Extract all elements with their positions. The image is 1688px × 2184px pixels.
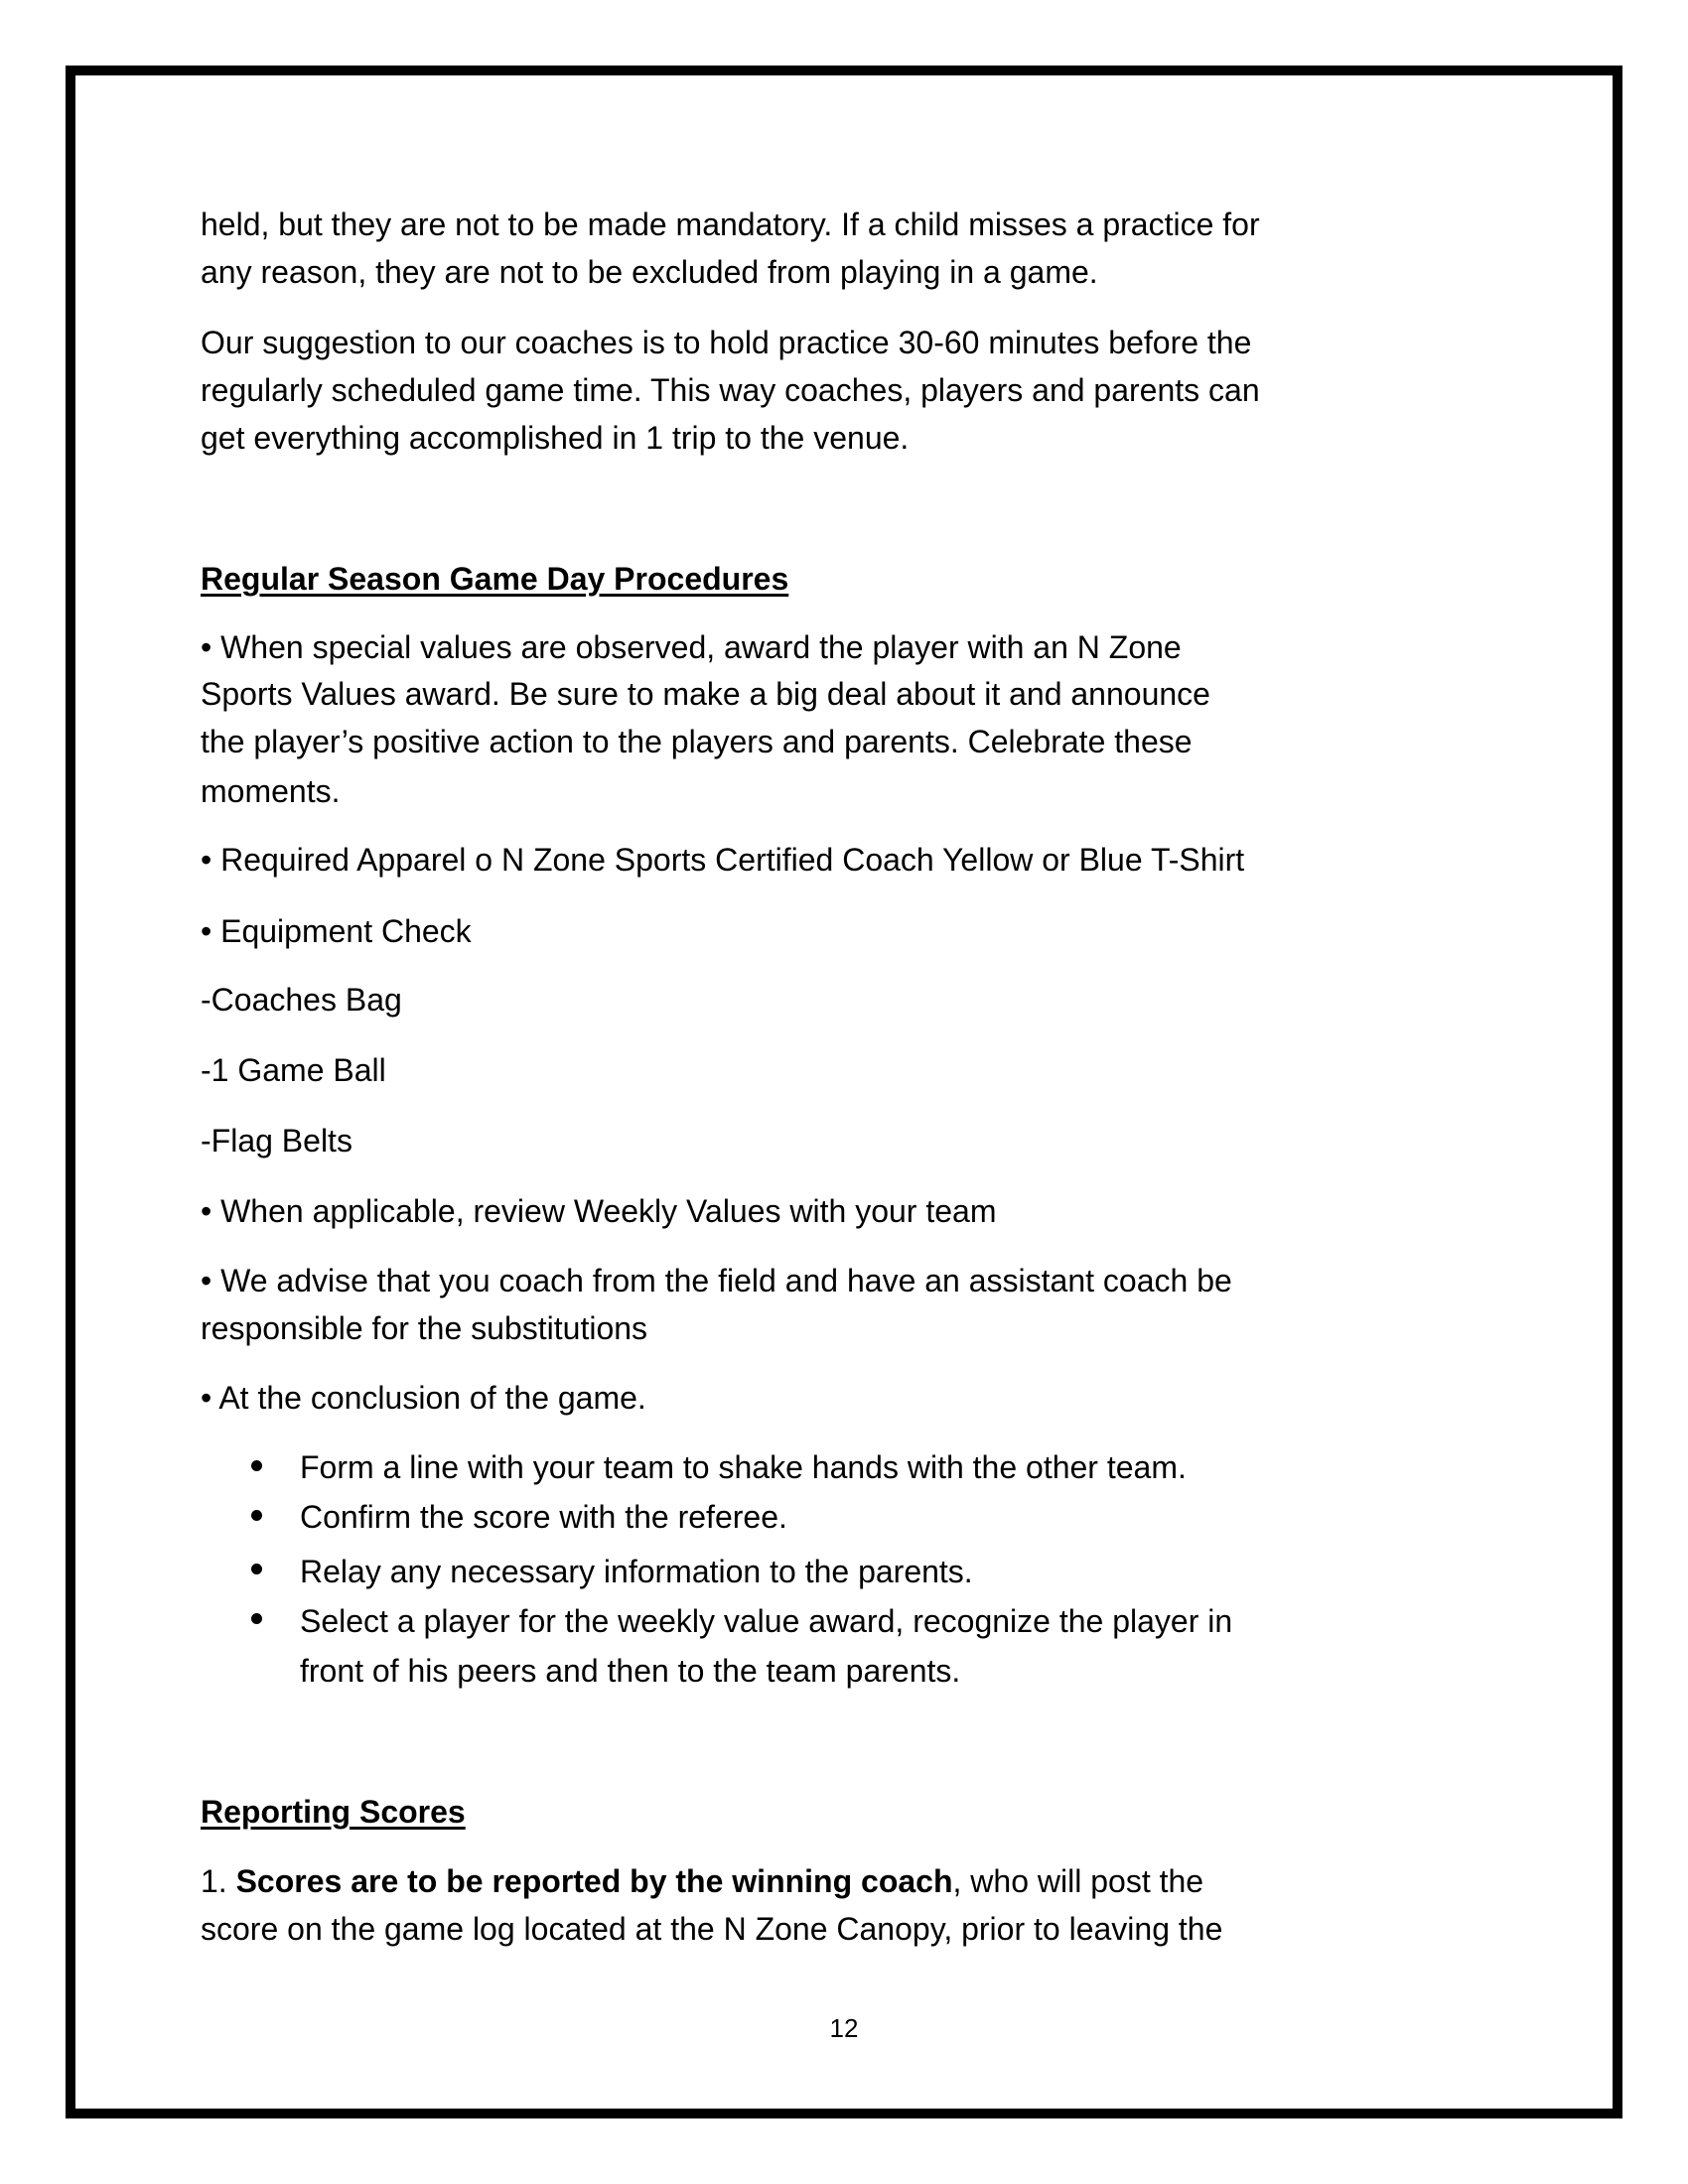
body-text: held, but they are not to be made mandatory. If a child misses a practice for	[201, 206, 1260, 242]
page-number: 12	[829, 2013, 859, 2043]
numbered-item	[201, 1857, 1203, 1905]
list-item-text: Select a player for the weekly value award, recognize the player in	[300, 1603, 1233, 1639]
list-item-text: Form a line with your team to shake hands with the other team.	[300, 1449, 1187, 1485]
bullet-text: responsible for the substitutions	[201, 1310, 648, 1346]
section-heading-game-day: Regular Season Game Day Procedures	[201, 561, 789, 597]
equipment-item: -Flag Belts	[201, 1123, 352, 1159]
bullet-icon	[251, 1460, 262, 1471]
bullet-text: • When special values are observed, award the player with an N Zone	[201, 629, 1182, 665]
body-text: any reason, they are not to be excluded from playing in a game.	[201, 254, 1098, 290]
body-text: regularly scheduled game time. This way coaches, players and parents can	[201, 372, 1260, 408]
item-number: 1.	[201, 1863, 236, 1899]
bullet-icon	[251, 1564, 262, 1574]
bullet-text: • We advise that you coach from the field and have an assistant coach be	[201, 1263, 1232, 1298]
body-text: score on the game log located at the N Zone Canopy, prior to leaving the	[201, 1911, 1223, 1947]
item-emphasis: Scores are to be reported by the winning coach	[235, 1863, 953, 1899]
item-text: , who will post the	[952, 1863, 1204, 1899]
bullet-text: • When applicable, review Weekly Values with your team	[201, 1193, 997, 1229]
section-heading-reporting-scores: Reporting Scores	[201, 1794, 466, 1830]
equipment-item: -Coaches Bag	[201, 982, 402, 1018]
bullet-text: Sports Values award. Be sure to make a big deal about it and announce	[201, 676, 1210, 712]
list-item-text: front of his peers and then to the team parents.	[300, 1653, 961, 1689]
bullet-icon	[251, 1613, 262, 1624]
bullet-text: • At the conclusion of the game.	[201, 1380, 646, 1416]
bullet-text: • Equipment Check	[201, 913, 472, 949]
bullet-text: the player’s positive action to the players and parents. Celebrate these	[201, 724, 1193, 759]
equipment-item: -1 Game Ball	[201, 1052, 386, 1088]
bullet-icon	[251, 1510, 262, 1521]
body-text: get everything accomplished in 1 trip to the venue.	[201, 420, 910, 456]
body-text: Our suggestion to our coaches is to hold practice 30-60 minutes before the	[201, 325, 1252, 360]
list-item-text: Confirm the score with the referee.	[300, 1499, 787, 1535]
list-item-text: Relay any necessary information to the parents.	[300, 1554, 973, 1589]
bullet-text: moments.	[201, 773, 341, 809]
bullet-text: • Required Apparel o N Zone Sports Certified Coach Yellow or Blue T-Shirt	[201, 842, 1245, 878]
